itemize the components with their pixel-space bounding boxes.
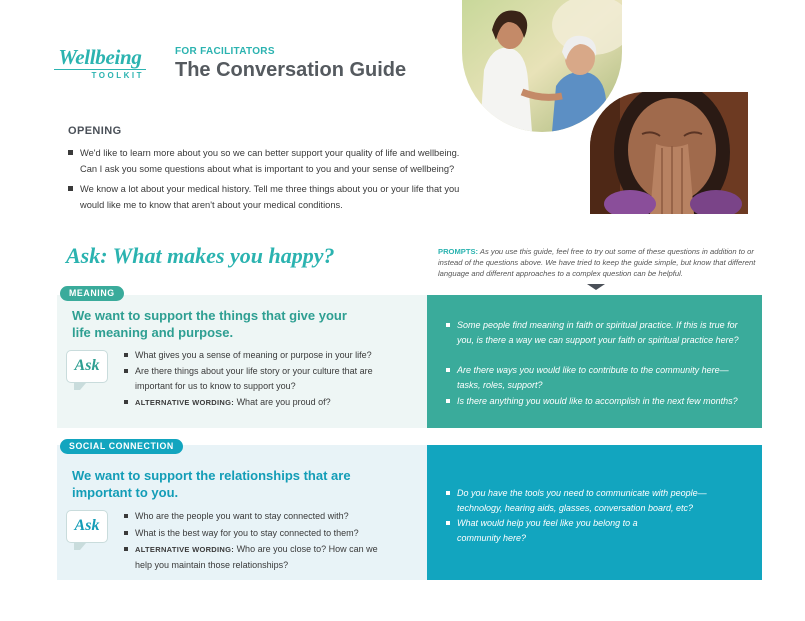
meaning-question: What gives you a sense of meaning or purpose in your life? [124,348,384,363]
logo-rule [54,69,146,70]
meaning-alternative-wording [124,395,386,411]
meaning-question: Are there things about your life story or your culture that are important for us to know to support you? [124,364,386,393]
social-connection-badge: SOCIAL CONNECTION [60,439,183,454]
opening-bullet: We know a lot about your medical history. Tell me three things about you or your life that you would like me to know that aren't about your medical conditions. [68,181,468,213]
alternative-wording-label: ALTERNATIVE WORDING: [135,398,235,407]
page-title: The Conversation Guide [175,59,407,81]
elderly-woman-photo-illustration [590,92,748,214]
social-heading: We want to support the relationships that are important to you. [72,468,351,500]
meaning-prompt: Some people find meaning in faith or spiritual practice. If this is true for you, is there a way we can support your faith or spiritual practice here? [446,318,746,347]
meaning-badge: MEANING [60,286,124,301]
eyebrow-label: FOR FACILITATORS [175,46,275,57]
caregiver-photo [462,0,622,132]
prompts-note-text: As you use this guide, feel free to try out some of these questions in addition to or instead of the questions above. We have tried to keep the guide simple, but know that different language and different approaches to a complex question can be helpful. [438,247,756,278]
ask-speech-bubble-icon: Ask [66,350,108,383]
alternative-wording-text: What are you proud of? [236,397,331,407]
elderly-woman-photo [590,92,748,214]
alternative-wording-text: Who are you close to? How can we help you maintain those relationships? [135,544,378,570]
ask-speech-bubble-icon: Ask [66,510,108,543]
social-alternative-wording [124,542,386,572]
logo-subtitle: TOOLKIT [91,71,144,80]
ask-heading: Ask: What makes you happy? [66,243,335,268]
prompts-label: PROMPTS: [438,247,479,256]
meaning-heading: We want to support the things that give your life meaning and purpose. [72,308,347,340]
alternative-wording-label: ALTERNATIVE WORDING: [135,545,235,554]
meaning-prompt: Is there anything you would like to accomplish in the next few months? [446,394,746,409]
social-prompt: Do you have the tools you need to communicate with people—technology, hearing aids, glasses, conversation board, etc? [446,486,736,515]
opening-heading: OPENING [68,125,122,137]
social-question: What is the best way for you to stay connected to them? [124,526,386,541]
logo-wordmark: Wellbeing [58,45,142,69]
opening-bullet: We'd like to learn more about you so we can better support your quality of life and wellbeing. Can I ask you some questions about what is important to you and your sense of wellbeing? [68,145,468,177]
down-arrow-icon [587,284,605,290]
wellbeing-toolkit-logo [52,46,148,80]
prompts-note [438,246,756,279]
social-prompt: What would help you feel like you belong to a community here? [446,516,676,545]
meaning-prompt: Are there ways you would like to contribute to the community here—tasks, roles, support? [446,363,746,392]
caregiver-photo-illustration [462,0,622,132]
social-question: Who are the people you want to stay connected with? [124,509,384,524]
